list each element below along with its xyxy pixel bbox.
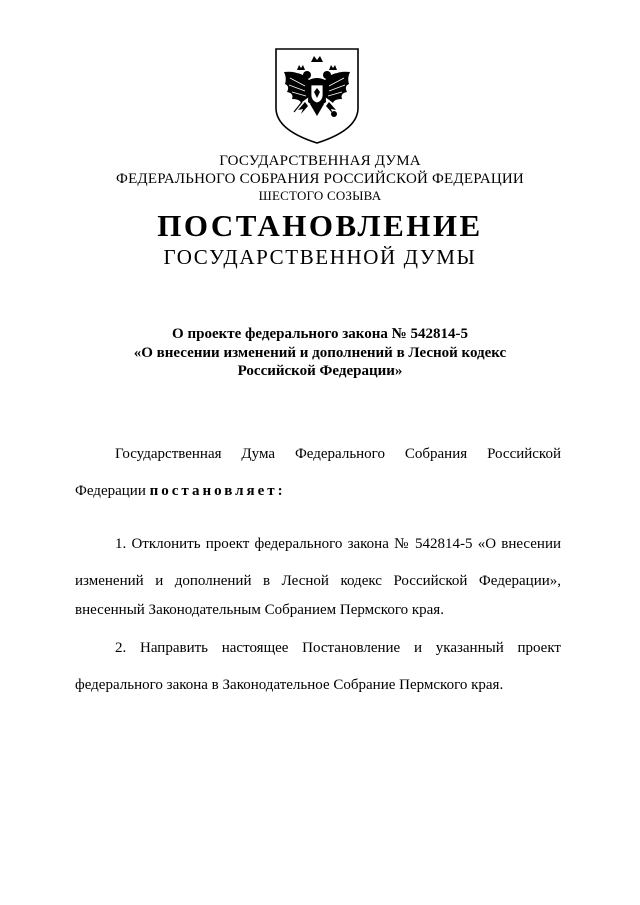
preamble-line-2 [75,483,286,500]
item-1-line-2: изменений и дополнений в Лесной кодекс Российской Федерации», [75,573,561,589]
subject-line-1: О проекте федерального закона № 542814-5 [172,326,468,342]
org-line-2: ФЕДЕРАЛЬНОГО СОБРАНИЯ РОССИЙСКОЙ ФЕДЕРАЦИИ [116,171,524,187]
preamble-line-1: Государственная Дума Федерального Собрания Российской [115,446,561,462]
item-2-line-2: федерального закона в Законодательное Собрание Пермского края. [75,677,504,693]
item-1-line-3: внесенный Законодательным Собранием Пермского края. [75,602,444,618]
preamble-text: Федерации [75,483,146,499]
item-2-line-1: 2. Направить настоящее Постановление и указанный проект [115,640,561,656]
org-line-3: ШЕСТОГО СОЗЫВА [258,188,382,203]
document-type-subtitle: ГОСУДАРСТВЕННОЙ ДУМЫ [163,245,477,269]
subject-line-3: Российской Федерации» [237,363,403,379]
subject-line-2: «О внесении изменений и дополнений в Лесной кодекс [133,345,507,361]
item-1-line-1: 1. Отклонить проект федерального закона № 542814-5 «О внесении [115,536,561,552]
document-type-title: ПОСТАНОВЛЕНИЕ [157,208,483,243]
russian-coat-of-arms-icon [270,46,364,146]
decree-word: постановляет: [149,483,286,499]
org-line-1: ГОСУДАРСТВЕННАЯ ДУМА [219,153,421,169]
